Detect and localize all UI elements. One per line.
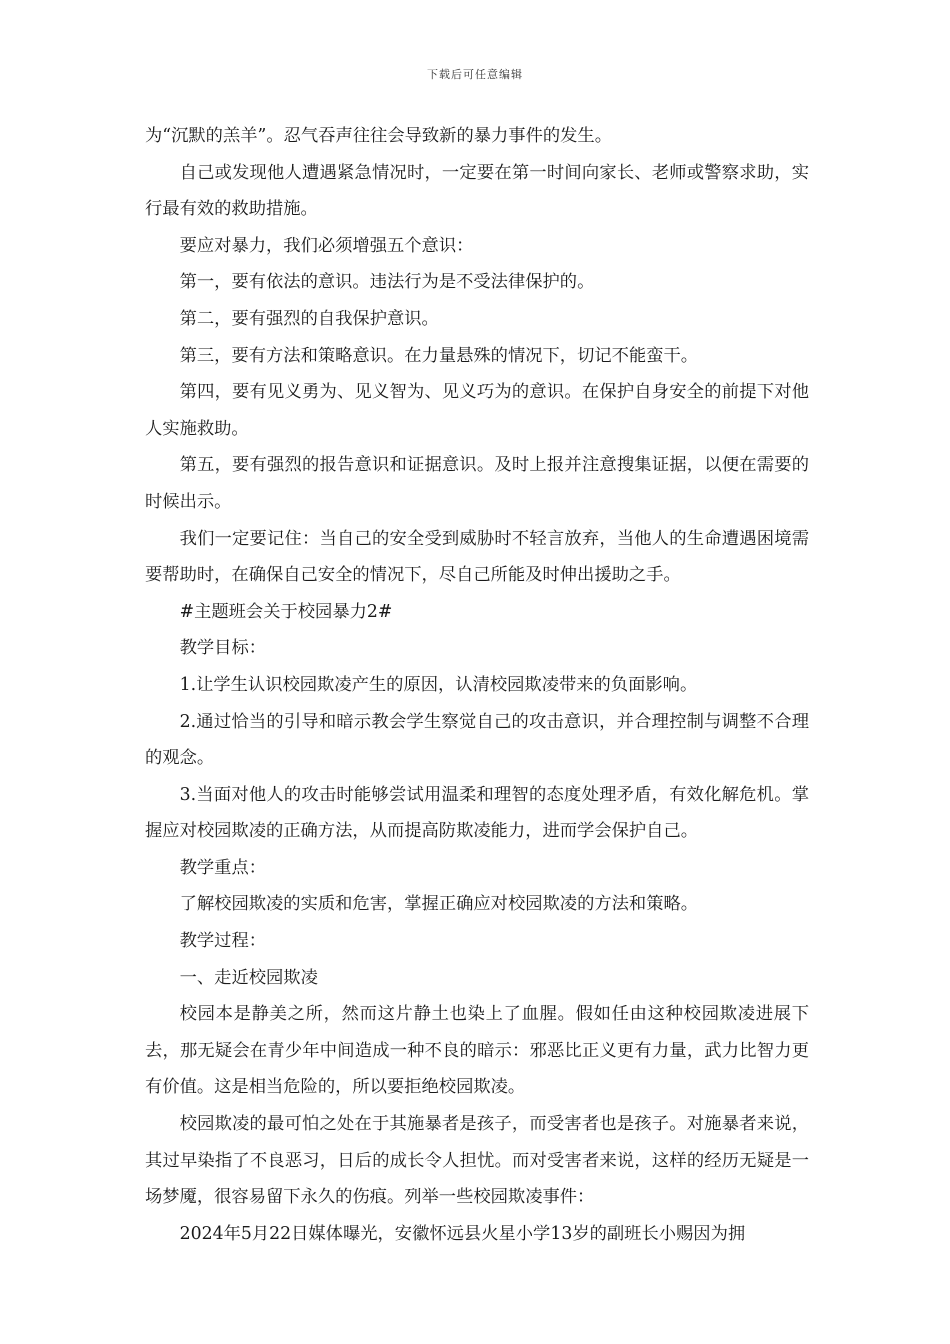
paragraph: 校园本是静美之所，然而这片静土也染上了血腥。假如任由这种校园欺凌进展下去，那无疑会在青少年中间造成一种不良的暗示：邪恶比正义更有力量，武力比智力更有价值。这是相当危险的，所以要拒绝校园欺凌。	[145, 1004, 809, 1098]
paragraph: 我们一定要记住：当自己的安全受到威胁时不轻言放弃，当他人的生命遭遇困境需要帮助时，在确保自己安全的情况下，尽自己所能及时伸出援助之手。	[145, 528, 809, 586]
paragraph: 第三，要有方法和策略意识。在力量悬殊的情况下，切记不能蛮干。	[179, 345, 699, 366]
list-item: 1.让学生认识校园欺凌产生的原因，认清校园欺凌带来的负面影响。	[179, 674, 698, 695]
paragraph: 第一，要有依法的意识。违法行为是不受法律保护的。	[179, 272, 595, 293]
document-body	[145, 118, 809, 1252]
list-item: 3.当面对他人的攻击时能够尝试用温柔和理智的态度处理矛盾，有效化解危机。掌握应对校园欺凌的正确方法，从而提高防欺凌能力，进而学会保护自己。	[145, 784, 809, 842]
subheading: 一、走近校园欺凌	[179, 967, 318, 988]
paragraph: 第五，要有强烈的报告意识和证据意识。及时上报并注意搜集证据，以便在需要的时候出示。	[145, 455, 809, 512]
page-header: 下载后可任意编辑	[427, 68, 523, 81]
paragraph: 了解校园欺凌的实质和危害，掌握正确应对校园欺凌的方法和策略。	[179, 894, 699, 915]
paragraph: 自己或发现他人遭遇紧急情况时，一定要在第一时间向家长、老师或警察求助，实行最有效的救助措施。	[145, 162, 809, 220]
paragraph: 第四，要有见义勇为、见义智为、见义巧为的意识。在保护自身安全的前提下对他人实施救助。	[145, 382, 809, 439]
paragraph: 第二，要有强烈的自我保护意识。	[179, 308, 439, 329]
paragraph: 2024年5月22日媒体曝光，安徽怀远县火星小学13岁的副班长小赐因为拥	[179, 1223, 746, 1244]
paragraph: 校园欺凌的最可怕之处在于其施暴者是孩子，而受害者也是孩子。对施暴者来说，其过早染指了不良恶习，日后的成长令人担忧。而对受害者来说，这样的经历无疑是一场梦魇，很容易留下永久的伤痕。列举一些校园欺凌事件：	[145, 1114, 809, 1208]
paragraph: 要应对暴力，我们必须增强五个意识：	[179, 235, 474, 256]
paragraph: 为“沉默的羔羊”。忍气吞声往往会导致新的暴力事件的发生。	[145, 126, 612, 146]
list-item: 2.通过恰当的引导和暗示教会学生察觉自己的攻击意识，并合理控制与调整不合理的观念。	[145, 711, 809, 769]
subheading: 教学过程：	[179, 931, 267, 952]
section-heading: #主题班会关于校园暴力2#	[179, 601, 393, 622]
subheading: 教学目标：	[179, 638, 267, 659]
subheading: 教学重点：	[179, 857, 267, 878]
